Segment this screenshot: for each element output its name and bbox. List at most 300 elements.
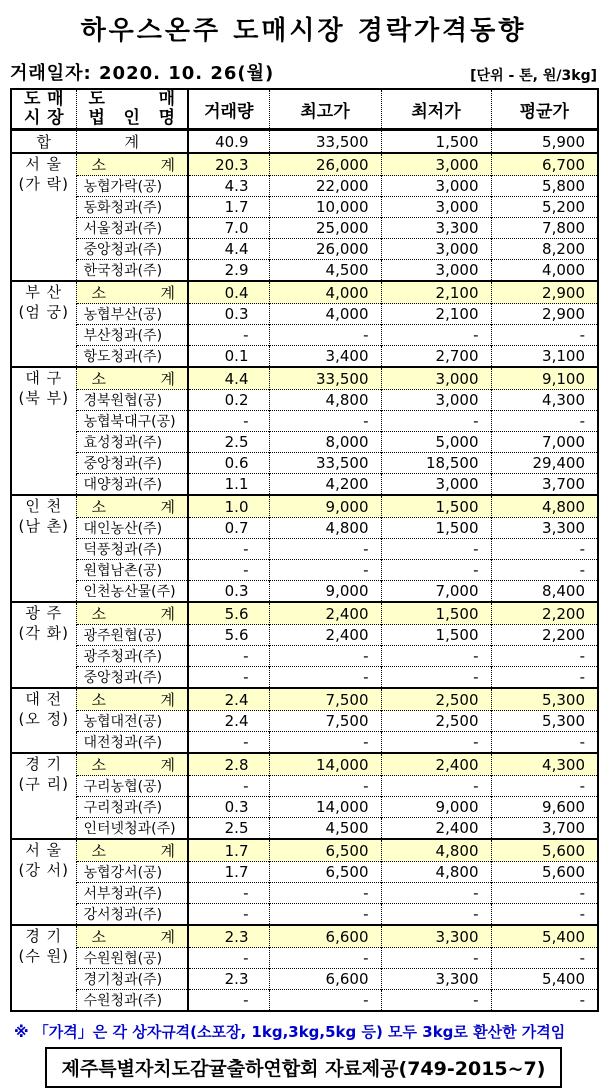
high-price-value: 4,800 [269,390,381,411]
subtotal-row [11,495,598,518]
avg-price-value: 4,800 [491,495,598,518]
corp-row [11,539,598,560]
low-price-value: 1,500 [381,495,491,518]
high-price-value: 4,200 [269,474,381,496]
high-price-value: - [269,646,381,667]
market-cell [11,153,76,281]
market-cell [11,367,76,495]
corp-row [11,325,598,346]
market-name-line: (각 화) [18,624,69,642]
corp-row [11,581,598,603]
low-price-value: 9,000 [381,797,491,818]
high-price-value: 6,600 [269,925,381,948]
subtotal-label-char: 계 [160,370,175,388]
avg-price-value: 4,300 [491,753,598,776]
subtotal-row [11,281,598,304]
high-price-value: 33,500 [269,130,381,154]
corp-name: 인터넷청과(주) [76,818,188,840]
volume-value: 4.4 [188,367,269,390]
high-price-value: 6,600 [269,969,381,990]
corp-row [11,883,598,904]
volume-value: 0.4 [188,281,269,304]
high-price-value: 4,800 [269,518,381,539]
corp-name: 강서청과(주) [76,904,188,926]
subtotal-label-spread [84,926,188,947]
subtotal-label-char: 소 [91,156,106,174]
volume-value: 1.7 [188,197,269,218]
subtotal-row [11,153,598,176]
corp-row [11,969,598,990]
volume-value: - [188,948,269,969]
volume-value: - [188,667,269,689]
avg-price-value: 4,300 [491,390,598,411]
avg-price-value: 2,900 [491,304,598,325]
volume-value: 2.3 [188,925,269,948]
corp-row [11,453,598,474]
high-price-value: 2,400 [269,602,381,625]
subtotal-label-spread [84,689,188,710]
subtotal-label [76,281,188,304]
col-header-market-char: 장 [47,108,64,128]
volume-value: 2.3 [188,969,269,990]
high-price-value: - [269,732,381,754]
volume-value: 1.7 [188,862,269,883]
volume-value: 4.4 [188,239,269,260]
high-price-value: - [269,325,381,346]
avg-price-value: - [491,560,598,581]
high-price-value: 10,000 [269,197,381,218]
avg-price-value: 3,300 [491,518,598,539]
low-price-value: 3,000 [381,176,491,197]
low-price-value: 7,000 [381,581,491,603]
corp-row [11,176,598,197]
subtotal-row [11,367,598,390]
corp-name: 수원원협(공) [76,948,188,969]
volume-value: 1.7 [188,839,269,862]
subtotal-label [76,839,188,862]
volume-value: 2.9 [188,260,269,282]
market-cell [11,839,76,925]
subtotal-row [11,839,598,862]
avg-price-value: - [491,732,598,754]
avg-price-value: - [491,646,598,667]
high-price-value: 2,400 [269,625,381,646]
corp-row [11,518,598,539]
avg-price-value: - [491,990,598,1012]
volume-value: 5.6 [188,602,269,625]
corp-row [11,260,598,282]
high-price-value: - [269,904,381,926]
low-price-value: 2,500 [381,688,491,711]
volume-value: - [188,776,269,797]
corp-row [11,304,598,325]
market-name-line: 대 전 [25,690,63,708]
avg-price-value: 3,700 [491,818,598,840]
high-price-value: 26,000 [269,153,381,176]
avg-price-value: 7,800 [491,218,598,239]
avg-price-value: 9,100 [491,367,598,390]
high-price-value: 4,000 [269,304,381,325]
avg-price-value: 5,300 [491,688,598,711]
col-header-corp [76,89,188,130]
avg-price-value: 2,200 [491,602,598,625]
volume-value: 2.5 [188,818,269,840]
volume-value: 2.5 [188,432,269,453]
low-price-value: - [381,539,491,560]
low-price-value: - [381,990,491,1012]
corp-row [11,667,598,689]
trade-date-label: 거래일자: 2020. 10. 26(월) [10,63,275,84]
corp-row [11,432,598,453]
avg-price-value: - [491,948,598,969]
corp-row [11,776,598,797]
page-title: 하우스온주 도매시장 경락가격동향 [80,16,527,46]
corp-row [11,646,598,667]
avg-price-value: 5,300 [491,711,598,732]
high-price-value: 9,000 [269,495,381,518]
corp-name: 구리농협(공) [76,776,188,797]
high-price-value: 33,500 [269,453,381,474]
high-price-value: - [269,948,381,969]
col-header-corp-char: 매 [158,89,175,109]
provider-text: 제주특별자치도감귤출하연합회 자료제공(749-2015~7) [61,1058,546,1080]
volume-value: 0.6 [188,453,269,474]
corp-name: 광주원협(공) [76,625,188,646]
col-header-low: 최저가 [381,89,491,130]
low-price-value: 3,300 [381,218,491,239]
volume-value: - [188,560,269,581]
high-price-value: 4,500 [269,260,381,282]
avg-price-value: 7,000 [491,432,598,453]
market-name-line: 서 울 [25,841,63,859]
corp-name: 서울청과(주) [76,218,188,239]
volume-value: - [188,904,269,926]
corp-name: 수원청과(주) [76,990,188,1012]
avg-price-value: 5,900 [491,130,598,154]
high-price-value: - [269,990,381,1012]
avg-price-value: 8,400 [491,581,598,603]
corp-row [11,560,598,581]
col-header-market-char: 시 [24,108,41,128]
market-cell [11,925,76,1011]
col-header-market-char: 도 [24,89,41,109]
low-price-value: - [381,948,491,969]
volume-value: - [188,732,269,754]
corp-row [11,904,598,926]
corp-name: 광주청과(주) [76,646,188,667]
volume-value: - [188,325,269,346]
subtotal-label-char: 계 [160,156,175,174]
low-price-value: - [381,904,491,926]
low-price-value: - [381,667,491,689]
avg-price-value: - [491,667,598,689]
corp-name: 효성청과(주) [76,432,188,453]
subtotal-label [76,602,188,625]
subtotal-label-char: 계 [160,284,175,302]
corp-name: 동화청과(주) [76,197,188,218]
col-header-corp-char: 명 [158,108,175,128]
high-price-value: 14,000 [269,797,381,818]
table-body [11,130,598,1012]
high-price-value: - [269,667,381,689]
market-name-line: (오 정) [18,710,69,728]
market-name-line: (가 락) [18,175,69,193]
corp-name: 농협대전(공) [76,711,188,732]
subtotal-label-spread [84,368,188,389]
high-price-value: 8,000 [269,432,381,453]
low-price-value: 3,000 [381,474,491,496]
low-price-value: 5,000 [381,432,491,453]
corp-row [11,197,598,218]
corp-name: 농협가락(공) [76,176,188,197]
high-price-value: 6,500 [269,862,381,883]
subtotal-row [11,602,598,625]
avg-price-value: 4,000 [491,260,598,282]
subtotal-label-spread [84,496,188,517]
high-price-value: 25,000 [269,218,381,239]
low-price-value: 3,300 [381,925,491,948]
avg-price-value: - [491,776,598,797]
total-label-col1: 합 [36,133,51,151]
subtotal-label [76,153,188,176]
subtotal-label-char: 계 [160,842,175,860]
low-price-value: 3,000 [381,239,491,260]
high-price-value: 33,500 [269,367,381,390]
unit-label: [단위 - 톤, 원/3kg] [470,68,597,84]
subtotal-label-spread [84,154,188,175]
subtotal-label-char: 소 [91,691,106,709]
corp-row [11,411,598,432]
volume-value: - [188,883,269,904]
avg-price-value: 8,200 [491,239,598,260]
low-price-value: 3,000 [381,390,491,411]
volume-value: - [188,646,269,667]
total-label-col2: 계 [76,130,188,154]
volume-value: 20.3 [188,153,269,176]
avg-price-value: 5,800 [491,176,598,197]
low-price-value: 3,300 [381,969,491,990]
low-price-value: - [381,411,491,432]
avg-price-value: 3,700 [491,474,598,496]
avg-price-value: 5,400 [491,925,598,948]
corp-row [11,346,598,368]
high-price-value: - [269,539,381,560]
subtotal-label [76,688,188,711]
subtotal-label-char: 소 [91,370,106,388]
volume-value: - [188,539,269,560]
avg-price-value: 6,700 [491,153,598,176]
market-cell [11,753,76,839]
market-name-line: (강 서) [18,861,69,879]
corp-name: 구리청과(주) [76,797,188,818]
corp-name: 중앙청과(주) [76,239,188,260]
high-price-value: - [269,883,381,904]
low-price-value: - [381,732,491,754]
subtotal-row [11,688,598,711]
subtotal-label-char: 소 [91,498,106,516]
high-price-value: 9,000 [269,581,381,603]
corp-row [11,390,598,411]
low-price-value: - [381,325,491,346]
low-price-value: 2,500 [381,711,491,732]
low-price-value: 1,500 [381,602,491,625]
col-header-market-char: 매 [47,89,64,109]
volume-value: - [188,411,269,432]
provider-box [45,1047,562,1088]
corp-row [11,862,598,883]
corp-row [11,711,598,732]
avg-price-value: 5,600 [491,862,598,883]
col-header-corp-line [77,90,188,109]
subtotal-label [76,925,188,948]
low-price-value: - [381,883,491,904]
low-price-value: 2,400 [381,753,491,776]
low-price-value: 2,700 [381,346,491,368]
low-price-value: 4,800 [381,839,491,862]
corp-name: 경북원협(공) [76,390,188,411]
market-name-line: 대 구 [25,369,63,387]
price-table [10,88,599,1012]
subtotal-label-char: 소 [91,605,106,623]
subtotal-row [11,925,598,948]
subtotal-row [11,753,598,776]
avg-price-value: 5,400 [491,969,598,990]
avg-price-value: - [491,904,598,926]
volume-value: 0.3 [188,304,269,325]
col-header-corp-line [77,109,188,128]
col-header-market-line [12,109,76,128]
low-price-value: 3,000 [381,197,491,218]
corp-row [11,625,598,646]
low-price-value: 2,400 [381,818,491,840]
corp-name: 농협북대구(공) [76,411,188,432]
subtotal-label-char: 소 [91,842,106,860]
volume-value: 0.3 [188,581,269,603]
col-header-high: 최고가 [269,89,381,130]
corp-name: 농협부산(공) [76,304,188,325]
low-price-value: 1,500 [381,625,491,646]
corp-name: 항도청과(주) [76,346,188,368]
high-price-value: 4,000 [269,281,381,304]
market-name-line: 경 기 [25,927,63,945]
subtotal-label-char: 계 [160,691,175,709]
subtotal-label-spread [84,282,188,303]
col-header-corp-char: 도 [88,89,105,109]
market-cell [11,602,76,688]
subtotal-label-char: 계 [160,928,175,946]
low-price-value: 3,000 [381,367,491,390]
high-price-value: - [269,776,381,797]
subtotal-label-char: 소 [91,756,106,774]
corp-row [11,732,598,754]
market-name-line: (수 원) [18,947,69,965]
volume-value: 0.1 [188,346,269,368]
low-price-value: 2,100 [381,281,491,304]
subtotal-label-char: 소 [91,928,106,946]
market-name-line: 서 울 [25,155,63,173]
subtotal-label [76,753,188,776]
low-price-value: 4,800 [381,862,491,883]
corp-row [11,797,598,818]
avg-price-value: 29,400 [491,453,598,474]
avg-price-value: 2,200 [491,625,598,646]
volume-value: 40.9 [188,130,269,154]
market-cell [11,281,76,367]
corp-name: 서부청과(주) [76,883,188,904]
volume-value: 1.1 [188,474,269,496]
low-price-value: 3,000 [381,153,491,176]
market-name-line: 광 주 [25,604,63,622]
low-price-value: - [381,776,491,797]
market-name-line: 경 기 [25,755,63,773]
market-name-line: 부 산 [25,283,63,301]
corp-name: 대인농산(주) [76,518,188,539]
volume-value: 2.4 [188,688,269,711]
volume-value: 4.3 [188,176,269,197]
corp-name: 한국청과(주) [76,260,188,282]
corp-row [11,948,598,969]
avg-price-value: 5,600 [491,839,598,862]
high-price-value: 6,500 [269,839,381,862]
low-price-value: 1,500 [381,518,491,539]
volume-value: 0.7 [188,518,269,539]
corp-row [11,239,598,260]
low-price-value: - [381,646,491,667]
col-header-market [11,89,76,130]
high-price-value: 7,500 [269,711,381,732]
low-price-value: - [381,560,491,581]
subtotal-label [76,495,188,518]
low-price-value: 2,100 [381,304,491,325]
col-header-corp-char: 인 [123,108,140,128]
low-price-value: 1,500 [381,130,491,154]
high-price-value: 14,000 [269,753,381,776]
high-price-value: 3,400 [269,346,381,368]
corp-name: 중앙청과(주) [76,667,188,689]
volume-value: 2.8 [188,753,269,776]
volume-value: 1.0 [188,495,269,518]
volume-value: 5.6 [188,625,269,646]
high-price-value: - [269,411,381,432]
volume-value: 7.0 [188,218,269,239]
high-price-value: 7,500 [269,688,381,711]
volume-value: 0.2 [188,390,269,411]
low-price-value: 18,500 [381,453,491,474]
high-price-value: - [269,560,381,581]
avg-price-value: 5,200 [491,197,598,218]
avg-price-value: 3,100 [491,346,598,368]
volume-value: 0.3 [188,797,269,818]
col-header-volume: 거래량 [188,89,269,130]
price-footnote: ※ 「가격」은 각 상자규격(소포장, 1kg,3kg,5kg 등) 모두 3kg로 환산한 가격임 [14,1023,566,1041]
col-header-avg: 평균가 [491,89,598,130]
corp-name: 중앙청과(주) [76,453,188,474]
header-row [11,89,598,130]
avg-price-value: 9,600 [491,797,598,818]
subtotal-label-spread [84,840,188,861]
subtotal-label-char: 계 [160,756,175,774]
subtotal-label-char: 계 [160,498,175,516]
corp-name: 원협남촌(공) [76,560,188,581]
corp-name: 농협강서(공) [76,862,188,883]
meta-row [10,59,597,85]
high-price-value: 26,000 [269,239,381,260]
avg-price-value: - [491,411,598,432]
subtotal-label-char: 소 [91,284,106,302]
market-name-line: (북 부) [18,389,69,407]
subtotal-label-spread [84,603,188,624]
subtotal-label-spread [84,754,188,775]
